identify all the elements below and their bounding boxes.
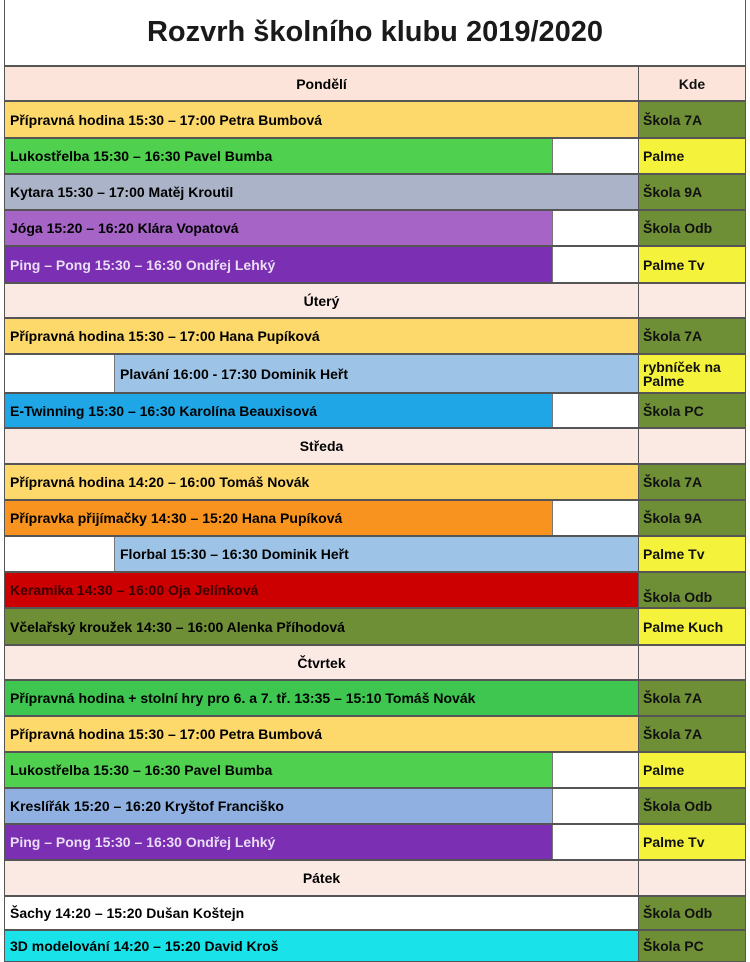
activity-cell: Lukostřelba 15:30 – 16:30 Pavel Bumba <box>10 148 273 164</box>
empty-cell <box>552 501 638 535</box>
location-cell: Škola Odb <box>638 788 746 824</box>
empty-cell <box>552 825 638 859</box>
empty-cell <box>638 645 746 680</box>
day-row <box>4 645 746 680</box>
location-cell: Škola Odb <box>638 572 746 608</box>
location-cell: Škola 7A <box>638 464 746 500</box>
location-cell: Palme Tv <box>638 246 746 283</box>
activity-cell: Ping – Pong 15:30 – 16:30 Ondřej Lehký <box>10 834 276 850</box>
location-cell: Škola 9A <box>638 500 746 536</box>
empty-cell <box>552 139 638 173</box>
location-cell: rybníček na Palme <box>638 354 746 393</box>
empty-cell <box>5 537 115 571</box>
activity-cell: Přípravná hodina 15:30 – 17:00 Petra Bumbová <box>10 726 323 742</box>
empty-cell <box>552 789 638 823</box>
activity-cell: Přípravná hodina + stolní hry pro 6. a 7. tř. 13:35 – 15:10 Tomáš Novák <box>10 690 476 706</box>
empty-cell <box>552 247 638 282</box>
empty-cell <box>638 860 746 896</box>
activity-cell: Kytara 15:30 – 17:00 Matěj Kroutil <box>10 184 234 200</box>
activity-cell: Šachy 14:20 – 15:20 Dušan Koštejn <box>10 905 245 921</box>
activity-cell: Plavání 16:00 - 17:30 Dominik Heřt <box>120 365 348 382</box>
day-row <box>4 283 746 318</box>
location-cell: Palme <box>638 752 746 788</box>
schedule-row <box>4 680 746 716</box>
schedule-row <box>4 393 746 428</box>
schedule-row <box>4 210 746 246</box>
schedule-row <box>4 138 746 174</box>
empty-cell <box>638 283 746 318</box>
location-cell: Škola 7A <box>638 716 746 752</box>
day-heading-mon: Pondělí <box>4 66 638 101</box>
activity-cell: Přípravná hodina 15:30 – 17:00 Petra Bumbová <box>10 111 323 128</box>
empty-cell <box>552 211 638 245</box>
schedule-row <box>4 608 746 645</box>
location-cell: Palme Kuch <box>638 608 746 645</box>
day-row <box>4 428 746 464</box>
schedule-row <box>4 318 746 354</box>
schedule-row <box>4 536 746 572</box>
day-row <box>4 860 746 896</box>
schedule-row <box>4 824 746 860</box>
activity-cell: Jóga 15:20 – 16:20 Klára Vopatová <box>10 220 239 236</box>
schedule-row <box>4 246 746 283</box>
location-cell: Palme Tv <box>638 536 746 572</box>
location-cell: Škola 7A <box>638 318 746 354</box>
location-cell: Palme Tv <box>638 824 746 860</box>
header-row <box>4 66 746 101</box>
schedule-row <box>4 572 746 608</box>
activity-cell: Přípravná hodina 15:30 – 17:00 Hana Pupíková <box>10 328 320 344</box>
activity-cell: Florbal 15:30 – 16:30 Dominik Heřt <box>120 546 349 562</box>
location-cell: Škola 7A <box>638 680 746 716</box>
empty-cell <box>638 428 746 464</box>
empty-cell <box>552 753 638 787</box>
schedule-row <box>4 464 746 500</box>
schedule-row <box>4 752 746 788</box>
activity-cell: Přípravka přijímačky 14:30 – 15:20 Hana Pupíková <box>10 510 343 526</box>
schedule-row <box>4 174 746 210</box>
location-cell: Palme <box>638 138 746 174</box>
schedule-row <box>4 716 746 752</box>
activity-cell: E-Twinning 15:30 – 16:30 Karolína Beauxisová <box>10 402 318 419</box>
activity-cell: Ping – Pong 15:30 – 16:30 Ondřej Lehký <box>10 256 276 273</box>
day-heading-thu: Čtvrtek <box>4 645 638 680</box>
schedule-row <box>4 101 746 138</box>
activity-cell: Lukostřelba 15:30 – 16:30 Pavel Bumba <box>10 762 273 778</box>
location-cell: Škola PC <box>638 393 746 428</box>
location-cell: Škola PC <box>638 930 746 962</box>
where-column-header: Kde <box>638 66 746 101</box>
schedule-row <box>4 930 746 962</box>
schedule-row <box>4 500 746 536</box>
day-heading-wed: Středa <box>4 428 638 464</box>
activity-cell: 3D modelování 14:20 – 15:20 David Kroš <box>10 938 279 954</box>
empty-cell <box>5 355 115 392</box>
activity-cell: Přípravná hodina 14:20 – 16:00 Tomáš Novák <box>10 474 310 490</box>
schedule-row <box>4 896 746 930</box>
location-cell: Škola Odb <box>638 896 746 930</box>
activity-cell: Keramika 14:30 – 16:00 Oja Jelínková <box>10 582 259 598</box>
location-cell: Škola 9A <box>638 174 746 210</box>
day-heading-tue: Úterý <box>4 283 638 318</box>
day-heading-fri: Pátek <box>4 860 638 896</box>
empty-cell <box>552 394 638 427</box>
schedule-row <box>4 354 746 393</box>
page-title: Rozvrh školního klubu 2019/2020 <box>4 0 746 66</box>
location-cell: Škola Odb <box>638 210 746 246</box>
schedule-row <box>4 788 746 824</box>
activity-cell: Kreslířák 15:20 – 16:20 Kryštof Franciško <box>10 798 284 814</box>
location-cell: Škola 7A <box>638 101 746 138</box>
activity-cell: Včelařský kroužek 14:30 – 16:00 Alenka Příhodová <box>10 618 345 635</box>
